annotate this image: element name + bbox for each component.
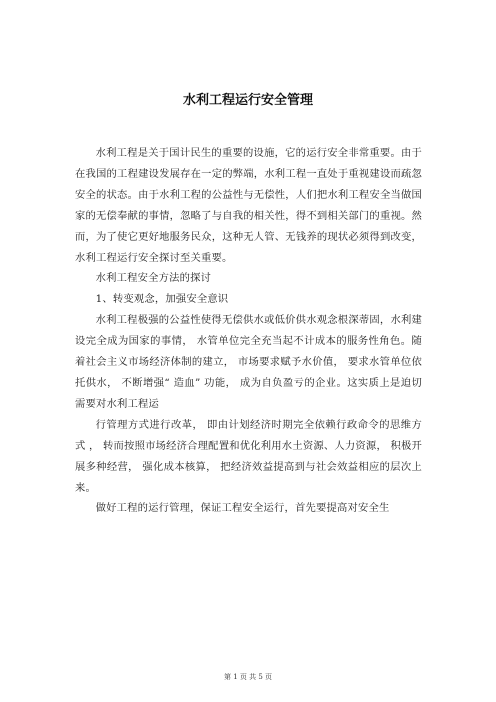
- document-body: [75, 143, 422, 519]
- section-heading: 水利工程安全方法的探讨: [95, 272, 212, 285]
- subsection-heading: 1、转变观念，加强安全意识: [95, 293, 229, 306]
- page-footer: 第 1 页 共 5 页: [223, 673, 273, 681]
- paragraph-intro: 水利工程是关于国计民生的重要的设施，它的运行安全非常重要。由于在我国的工程建设发展存在一定的弊端，水利工程一直处于重视建设而疏忽安全的状态。由于水利工程的公益性与无偿性，人们把水利工程安全当做国家的无偿奉献的事情，忽略了与自我的相关性，得不到相关部门的重视。然而，为了使它更好地服务民众，这种无人管、无钱养的现状必须得到改变，水利工程运行安全探讨至关重要。: [75, 147, 422, 264]
- document-title: 水利工程运行安全管理: [182, 93, 313, 108]
- paragraph-body-3: 做好工程的运行管理，保证工程安全运行，首先要提高对安全生: [95, 502, 390, 515]
- paragraph-body-1: 水利工程极强的公益性使得无偿供水或低价供水观念根深蒂固，水利建设完全成为国家的事情， 水管单位完全充当起不计成本的服务性角色。随着社会主义市场经济体制的建立， 市场要求赋予水价值， 要求水管单位依托供水， 不断增强“ 造血” 功能， 成为自负盈亏的企业。这实质上是迫切需要对水利工程运: [75, 314, 422, 410]
- paragraph-body-2: 行管理方式进行改革， 即由计划经济时期完全依赖行政命令的思维方式 ， 转而按照市场经济合理配置和优化利用水土资源、人力资源， 积极开展多种经营， 强化成本核算， 把经济效益提高到与社会效益相应的层次上来。: [75, 418, 422, 494]
